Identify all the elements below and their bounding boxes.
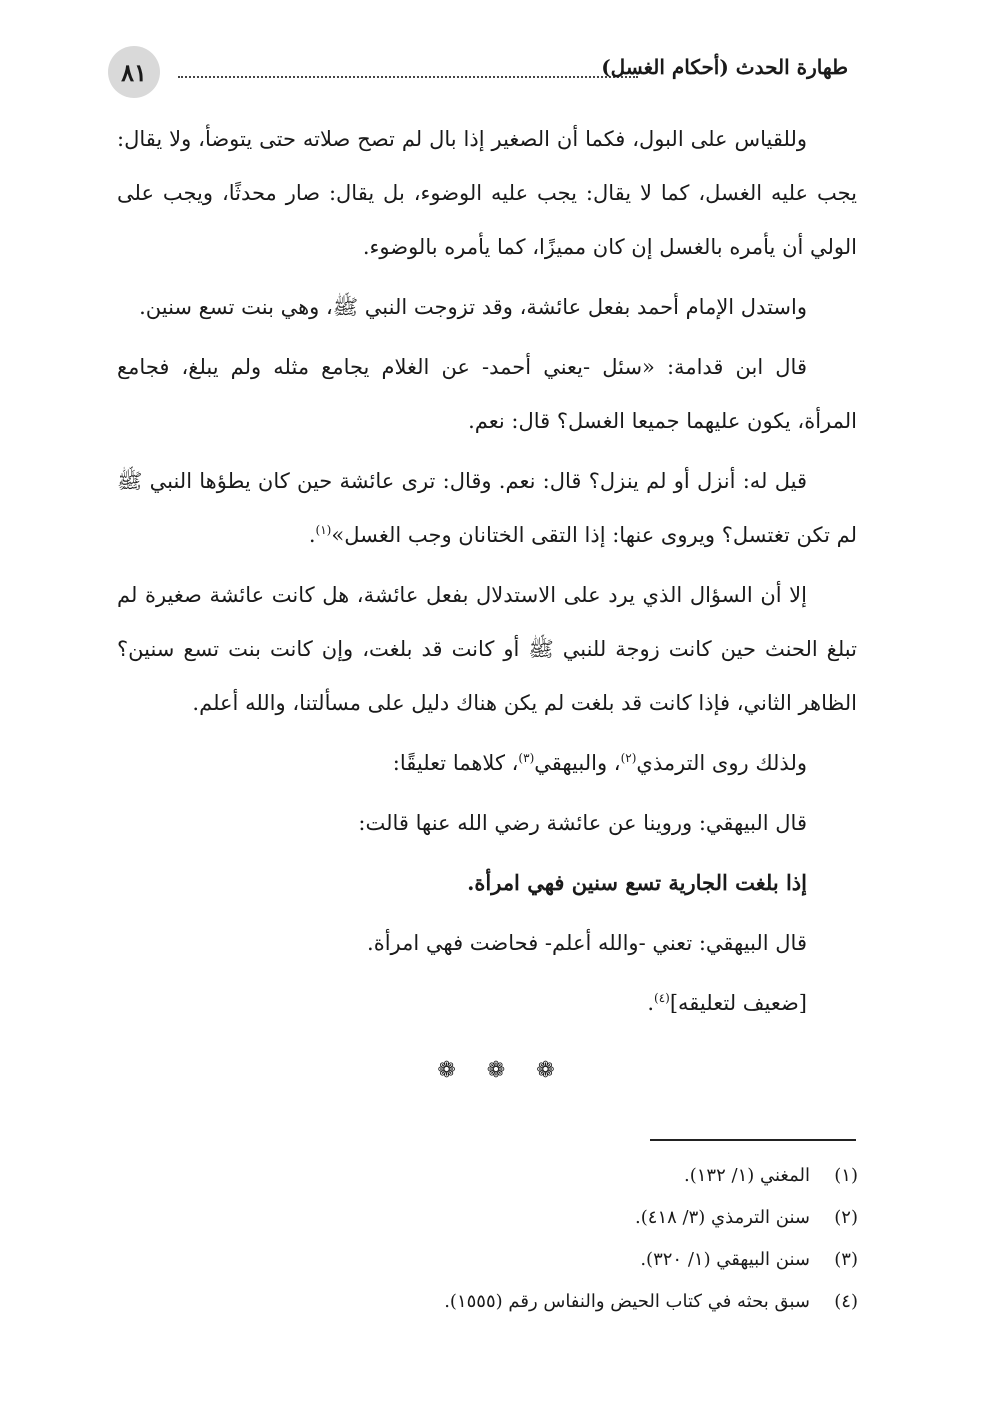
quote-bold: إذا بلغت الجارية تسع سنين فهي امرأة. bbox=[467, 870, 807, 895]
footnote-number: (٤) bbox=[834, 1291, 858, 1312]
header-dotted-line bbox=[178, 76, 638, 78]
paragraph-5: إلا أن السؤال الذي يرد على الاستدلال بفعل عائشة، هل كانت عائشة صغيرة لم تبلغ الحنث حين كانت زوجة للنبي ﷺ أو كانت قد بلغت، وإن كانت بنت تسع سنين؟ الظاهر الثاني، فإذا كانت قد بلغت لم يكن هناك دليل على مسألتنا، والله أعلم. bbox=[117, 583, 857, 715]
footnote-item bbox=[300, 1281, 858, 1323]
footnote-text: المغني (١/ ١٣٢). bbox=[684, 1165, 810, 1186]
paragraph-3: قال ابن قدامة: «سئل -يعني أحمد- عن الغلام يجامع مثله ولم يبلغ، فجامع المرأة، يكون عليهما جميعا الغسل؟ قال: نعم. bbox=[117, 355, 857, 433]
footnote-ref-3[interactable]: (٣) bbox=[518, 751, 535, 765]
paragraph-10 bbox=[117, 976, 857, 1030]
running-title: طهارة الحدث (أحكام الغسل) bbox=[601, 55, 848, 79]
paragraph-9: قال البيهقي: تعني -والله أعلم- فحاضت فهي امرأة. bbox=[367, 931, 807, 955]
footnote-text: سنن البيهقي (١/ ٣٢٠). bbox=[640, 1249, 810, 1270]
footnote-ref-2[interactable]: (٢) bbox=[620, 751, 637, 765]
paragraph-1: وللقياس على البول، فكما أن الصغير إذا بال لم تصح صلاته حتى يتوضأ، ولا يقال: يجب عليه الغسل، كما لا يقال: يجب عليه الوضوء، بل يقال: صار محدثًا، ويجب على الولي أن يأمره بالغسل إن كان مميزًا، كما يأمره بالوضوء. bbox=[117, 127, 857, 259]
grading-note: [ضعيف لتعليقه] bbox=[669, 991, 807, 1015]
main-text bbox=[117, 112, 857, 1036]
section-separator-ornament: ❁ ❁ ❁ bbox=[437, 1058, 567, 1083]
footnote-text: سبق بحثه في كتاب الحيض والنفاس رقم (١٥٥٥). bbox=[444, 1291, 810, 1312]
page-number: ٨١ bbox=[108, 46, 160, 98]
paragraph-6 bbox=[117, 736, 857, 790]
footnote-number: (٣) bbox=[834, 1249, 858, 1270]
footnote-text: سنن الترمذي (٣/ ٤١٨). bbox=[635, 1207, 810, 1228]
page-header bbox=[108, 46, 848, 98]
footnotes bbox=[300, 1155, 858, 1323]
footnote-ref-1[interactable]: (١) bbox=[315, 523, 332, 537]
paragraph-4-text: قيل له: أنزل أو لم ينزل؟ قال: نعم. وقال: ترى عائشة حين كان يطؤها النبي ﷺ لم تكن تغتسل؟ ويروى عنها: إذا التقى الختانان وجب الغسل» bbox=[117, 469, 857, 547]
footnote-item bbox=[300, 1239, 858, 1281]
paragraph-10-end: . bbox=[647, 991, 655, 1015]
paragraph-6-b: ، والبيهقي bbox=[534, 751, 621, 775]
footnote-divider bbox=[650, 1139, 856, 1141]
paragraph-6-c: ، كلاهما تعليقًا: bbox=[392, 751, 519, 775]
paragraph-4 bbox=[117, 454, 857, 562]
paragraph-7: قال البيهقي: وروينا عن عائشة رضي الله عنها قالت: bbox=[358, 811, 807, 835]
footnote-number: (١) bbox=[834, 1165, 858, 1186]
footnote-number: (٢) bbox=[834, 1207, 858, 1228]
footnote-ref-4[interactable]: (٤) bbox=[654, 991, 670, 1005]
footnote-item bbox=[300, 1155, 858, 1197]
paragraph-6-a: ولذلك روى الترمذي bbox=[636, 751, 807, 775]
paragraph-2: واستدل الإمام أحمد بفعل عائشة، وقد تزوجت النبي ﷺ، وهي بنت تسع سنين. bbox=[139, 295, 807, 319]
footnote-item bbox=[300, 1197, 858, 1239]
paragraph-4-end: . bbox=[308, 523, 316, 547]
